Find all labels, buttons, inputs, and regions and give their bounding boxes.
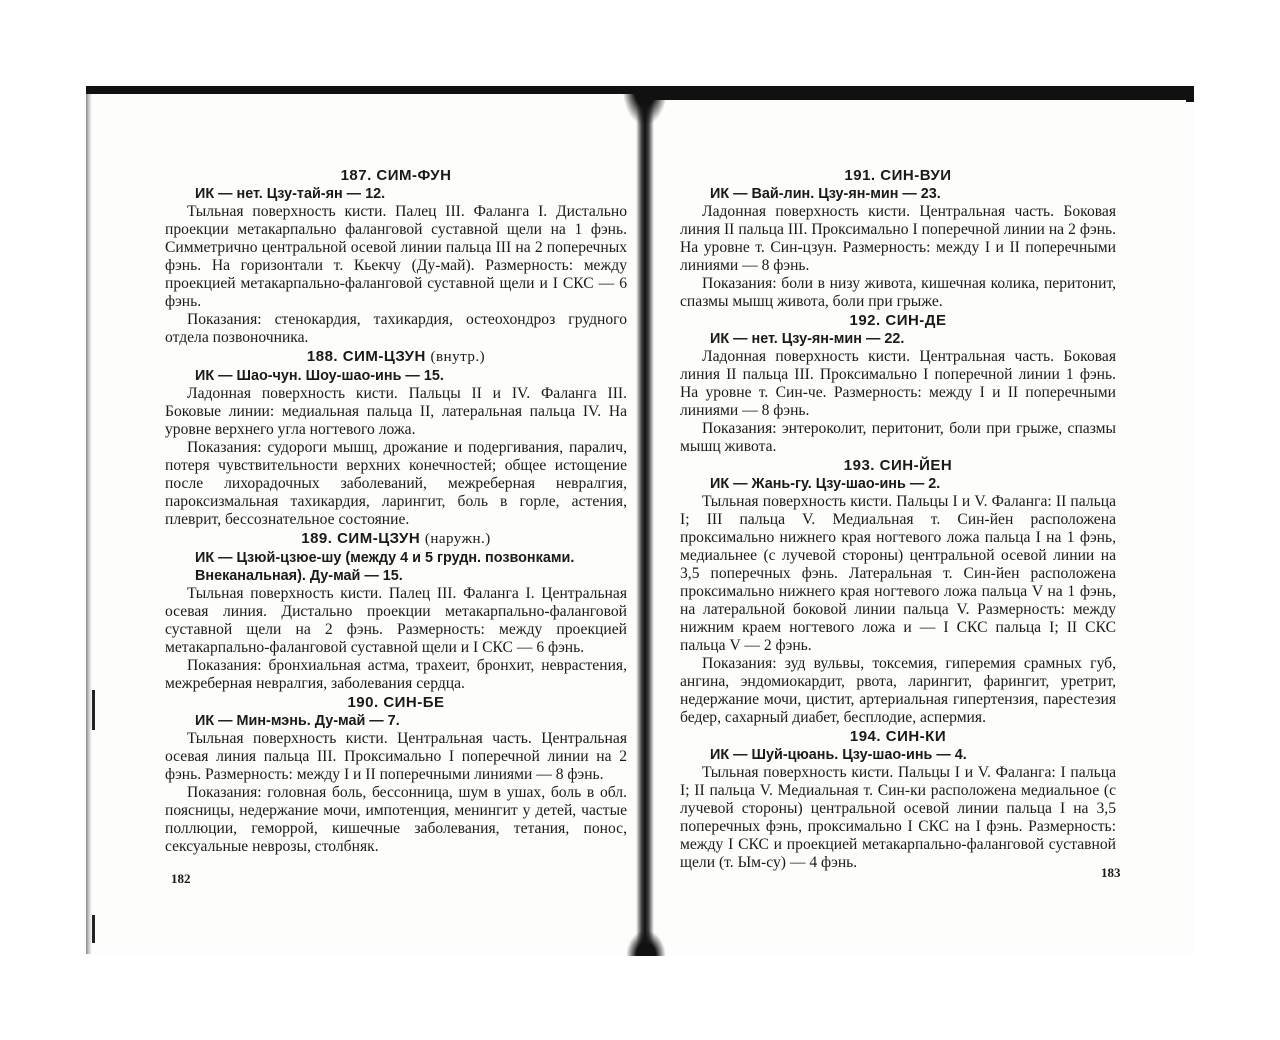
entry-heading-title: 189. СИМ-ЦЗУН: [301, 530, 421, 547]
entry-ik-line: ИК — нет. Цзу-тай-ян — 12.: [195, 186, 386, 202]
left-page: [165, 166, 627, 856]
entry-ik-line: ИК — Мин-мэнь. Ду-май — 7.: [195, 713, 400, 729]
entry-heading-sub: (наружн.): [424, 531, 491, 547]
entry-paragraph: Тыльная поверхность кисти. Палец III. Фаланга I. Центральная осевая линия. Дистально проекции метакарпально-фаланговой суставной щели на 2 фэнь. Размерность: между проекцией метакарпально-фаланговой суставной щели и I СКС — 6 фэнь.: [165, 585, 627, 656]
entry-187: [165, 166, 627, 347]
entry-ik-line: ИК — Цзюй-цзюе-шу (между 4 и 5 грудн. позвонками. Внеканальная). Ду-май — 15.: [195, 550, 575, 584]
entry-indications: Показания: энтероколит, перитонит, боли при грыже, спазмы мышц живота.: [680, 420, 1116, 455]
entry-indications: Показания: стенокардия, тахикардия, остеохондроз грудного отдела позвоночника.: [165, 311, 627, 346]
entry-paragraph: Ладонная поверхность кисти. Центральная часть. Боковая линия II пальца III. Проксимально I поперечной линии на 2 фэнь. На уровне т. Син-цзун. Размерность: между I и II поперечными линиями — 8 фэнь.: [680, 203, 1116, 274]
entry-paragraph: Ладонная поверхность кисти. Пальцы II и IV. Фаланга III. Боковые линии: медиальная пальца II, латеральная пальца IV. На уровне верхнего угла ногтевого ложа.: [165, 385, 627, 438]
scan-left-edge: [86, 94, 92, 954]
entry-heading-sub: (внутр.): [430, 349, 486, 365]
entry-heading: [165, 529, 627, 549]
entry-188: [165, 347, 627, 529]
entry-indications: Показания: боли в низу живота, кишечная колика, перитонит, спазмы мышц живота, боли при грыже.: [680, 275, 1116, 310]
entry-heading: [165, 347, 627, 367]
gutter-shadow-top: [622, 86, 668, 126]
entry-indications: Показания: судороги мышц, дрожание и подергивания, паралич, потеря чувствительности верхних конечностей; общее истощение после лихорадочных заболеваний, межреберная невралгия, пароксизмальная тахикардия, ларингит, боль в горле, астения, плеврит, бессознательное состояние.: [165, 439, 627, 528]
entry-194: [680, 727, 1116, 872]
entry-paragraph: Тыльная поверхность кисти. Пальцы I и V. Фаланга: II пальца I; III пальца V. Медиальная т. Син-йен расположена проксимально нижнего края ногтевого ложа пальца I на 1 фэнь, медиальнее (с лучевой стороны) центральной осевой линии на 3,5 поперечных фэнь. Латеральная т. Син-йен расположена проксимально нижнего края ногтевого ложа пальца V на 1 фэнь, на латеральной боковой линии пальца V. Размерность: между нижним краем ногтевого ложа и — I СКС пальца I; II СКС пальца V — 2 фэнь.: [680, 493, 1116, 654]
scan-artifact-mark: [92, 915, 95, 943]
entry-ik-line: ИК — нет. Цзу-ян-мин — 22.: [710, 331, 905, 347]
entry-heading: 194. СИН-КИ: [849, 728, 947, 745]
entry-paragraph: Тыльная поверхность кисти. Палец III. Фаланга I. Дистально проекции метакарпально фаланговой суставной щели на 1 фэнь. Симметрично центральной осевой линии пальца III на 2 поперечных фэнь. На горизонтали т. Кьекчу (Ду-май). Размерность: между проекцией метакарпально-фаланговой суставной щели и I СКС — 6 фэнь.: [165, 203, 627, 310]
scan-right-edge: [1186, 86, 1194, 102]
entry-193: [680, 456, 1116, 727]
entry-190: [165, 693, 627, 856]
entry-heading-title: 188. СИМ-ЦЗУН: [306, 348, 426, 365]
page-number: 183: [1101, 865, 1121, 880]
entry-heading: 192. СИН-ДЕ: [849, 312, 947, 329]
entry-192: [680, 311, 1116, 456]
entry-heading: 193. СИН-ЙЕН: [843, 457, 953, 474]
right-page: [680, 166, 1116, 872]
entry-indications: Показания: головная боль, бессонница, шум в ушах, боль в обл. поясницы, недержание мочи, импотенция, менингит у детей, частые поллюции, геморрой, кишечные заболевания, тетания, понос, сексуальные неврозы, столбняк.: [165, 784, 627, 855]
entry-paragraph: Тыльная поверхность кисти. Пальцы I и V. Фаланга: I пальца I; II пальца V. Медиальная т. Син-ки расположена медиальное (с лучевой стороны) центральной осевой линии пальца I на 3,5 поперечных фэнь, проксимально I СКС на I фэнь. Размерность: между I СКС и проекцией метакарпально-фаланговой суставной щели (т. Ым-су) — 4 фэнь.: [680, 764, 1116, 871]
entry-indications: Показания: бронхиальная астма, трахеит, бронхит, неврастения, межреберная невралгия, заболевания сердца.: [165, 657, 627, 692]
entry-paragraph: Тыльная поверхность кисти. Центральная часть. Центральная осевая линия пальца III. Проксимально I поперечной линии на 2 фэнь. Размерность: между I и II поперечными линиями — 8 фэнь.: [165, 730, 627, 783]
entry-ik-line: ИК — Жань-гу. Цзу-шао-инь — 2.: [710, 476, 941, 492]
scan-top-edge-left: [86, 86, 642, 94]
entry-heading: 187. СИМ-ФУН: [340, 167, 452, 184]
entry-191: [680, 166, 1116, 311]
entry-ik-line: ИК — Вай-лин. Цзу-ян-мин — 23.: [710, 186, 941, 202]
gutter-shadow-bottom: [626, 930, 666, 956]
entry-ik-line: ИК — Шуй-цюань. Цзу-шао-инь — 4.: [710, 747, 967, 763]
scan-top-edge-right: [654, 86, 1194, 100]
entry-paragraph: Ладонная поверхность кисти. Центральная часть. Боковая линия II пальца III. Проксимально I поперечной линии 1 фэнь. На уровне т. Син-че. Размерность: между I и II поперечными линиями — 8 фэнь.: [680, 348, 1116, 419]
entry-heading: 191. СИН-ВУИ: [844, 167, 952, 184]
entry-189: [165, 529, 627, 693]
scan-artifact-mark: [92, 690, 95, 730]
page-number: 182: [171, 871, 191, 886]
entry-ik-line: ИК — Шао-чун. Шоу-шао-инь — 15.: [195, 368, 444, 384]
entry-heading: 190. СИН-БЕ: [347, 694, 445, 711]
entry-indications: Показания: зуд вульвы, токсемия, гиперемия срамных губ, ангина, эндомиокардит, рвота, ларингит, фарингит, уретрит, недержание мочи, цистит, артериальная гипертензия, парестезия бедер, сахарный диабет, бесплодие, аспермия.: [680, 655, 1116, 726]
book-gutter: [636, 86, 654, 954]
